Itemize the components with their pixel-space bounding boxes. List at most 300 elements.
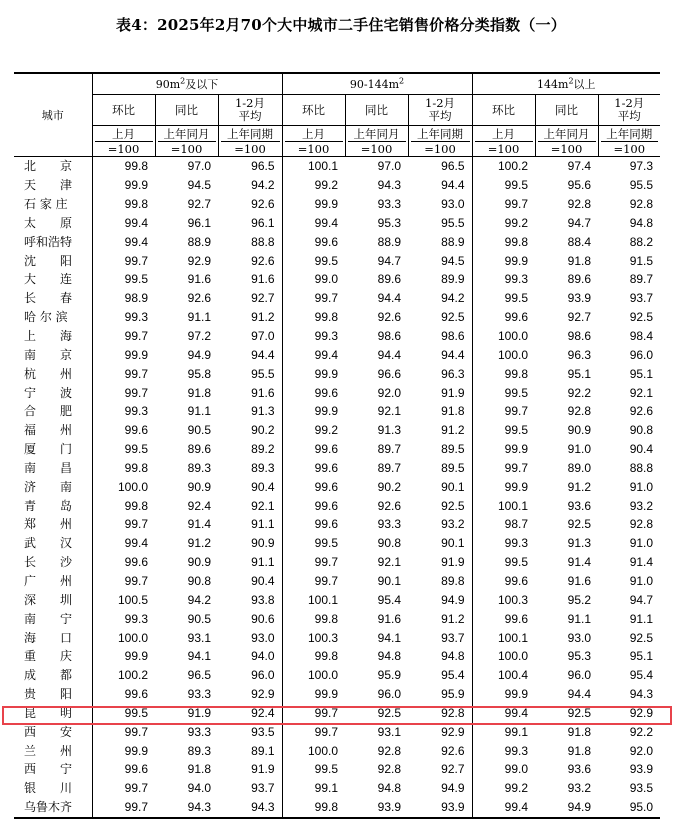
index-value: 100.5 [92, 590, 155, 609]
index-value: 94.3 [377, 178, 402, 193]
index-value: 91.1 [187, 404, 211, 419]
index-value: 99.8 [282, 308, 345, 327]
index-value: 91.6 [567, 573, 592, 588]
city-name: 合 肥 [24, 404, 73, 419]
index-value: 99.7 [92, 383, 155, 402]
sub-header: 环比 [92, 95, 155, 126]
index-value: 92.5 [441, 498, 465, 513]
index-value: 92.6 [441, 743, 465, 758]
index-value: 90.1 [441, 479, 465, 494]
city-name: 哈 尔 滨 [24, 310, 68, 325]
index-value: 92.1 [377, 555, 402, 570]
index-value: 95.5 [251, 366, 275, 381]
index-value: 91.2 [187, 536, 211, 551]
index-value: 92.9 [629, 705, 654, 720]
index-value: 94.2 [441, 291, 465, 306]
index-value: 96.6 [377, 366, 402, 381]
index-value: 99.8 [92, 195, 155, 214]
index-value: 99.9 [282, 402, 345, 421]
index-value: 99.3 [92, 609, 155, 628]
index-value: 99.9 [92, 741, 155, 760]
index-value: 98.9 [92, 289, 155, 308]
index-value: 92.2 [629, 724, 654, 739]
index-value: 97.4 [567, 159, 592, 174]
index-value: 88.8 [629, 460, 654, 475]
index-value: 92.7 [251, 291, 275, 306]
city-name: 南 昌 [24, 460, 73, 475]
index-value: 99.8 [282, 609, 345, 628]
table-row [14, 553, 660, 572]
index-value: 91.2 [567, 479, 592, 494]
index-value: 99.9 [282, 685, 345, 704]
city-name: 长 沙 [24, 555, 73, 570]
index-value: 89.1 [251, 743, 275, 758]
index-value: 93.1 [187, 630, 211, 645]
base-header: 上年同月 =100 [345, 126, 408, 157]
sub-header: 1-2月 平均 [598, 95, 660, 126]
base-header: 上月 =100 [92, 126, 155, 157]
index-value: 92.4 [187, 498, 211, 513]
index-value: 93.7 [629, 291, 654, 306]
city-name: 青 岛 [24, 498, 73, 513]
index-value: 92.7 [187, 197, 211, 212]
table-row [14, 666, 660, 685]
index-value: 91.0 [567, 442, 592, 457]
city-name: 乌鲁木齐 [24, 800, 73, 815]
index-value: 99.9 [472, 440, 535, 459]
index-value: 96.0 [567, 668, 592, 683]
index-value: 96.1 [187, 215, 211, 230]
city-name: 银 川 [24, 781, 73, 796]
index-value: 93.3 [187, 724, 211, 739]
index-value: 91.0 [629, 536, 654, 551]
index-value: 99.4 [92, 534, 155, 553]
index-value: 99.8 [472, 364, 535, 383]
index-value: 100.2 [472, 157, 535, 176]
index-value: 99.5 [282, 534, 345, 553]
index-value: 92.6 [629, 404, 654, 419]
index-value: 93.9 [629, 762, 654, 777]
index-value: 99.7 [472, 402, 535, 421]
index-value: 100.3 [472, 590, 535, 609]
index-value: 100.2 [92, 666, 155, 685]
index-value: 96.5 [251, 159, 275, 174]
index-value: 99.7 [92, 327, 155, 346]
city-name: 太 原 [24, 215, 73, 230]
table-row [14, 176, 660, 195]
index-value: 93.9 [377, 800, 402, 815]
index-value: 92.6 [377, 498, 402, 513]
index-value: 99.6 [472, 609, 535, 628]
index-value: 94.9 [187, 347, 211, 362]
city-name: 成 都 [24, 668, 73, 683]
table-row [14, 534, 660, 553]
table-row [14, 741, 660, 760]
index-value: 95.1 [629, 366, 654, 381]
city-name: 昆 明 [24, 705, 73, 720]
group-header: $144m^2$以上 [472, 73, 660, 95]
index-value: 92.9 [187, 253, 211, 268]
index-value: 99.4 [92, 232, 155, 251]
index-value: 94.4 [377, 347, 402, 362]
table-row [14, 515, 660, 534]
index-value: 99.6 [282, 477, 345, 496]
index-value: 99.8 [92, 459, 155, 478]
city-name: 郑 州 [24, 517, 73, 532]
base-header: 上年同期 =100 [598, 126, 660, 157]
index-value: 99.9 [92, 345, 155, 364]
index-value: 93.6 [567, 762, 592, 777]
index-value: 91.1 [251, 517, 275, 532]
index-value: 94.8 [377, 649, 402, 664]
index-value: 92.8 [441, 705, 465, 720]
index-value: 96.0 [251, 668, 275, 683]
index-value: 99.7 [282, 572, 345, 591]
index-value: 99.8 [282, 798, 345, 818]
index-value: 91.3 [567, 536, 592, 551]
index-value: 99.8 [282, 647, 345, 666]
city-name: 杭 州 [24, 366, 73, 381]
index-value: 89.2 [251, 442, 275, 457]
index-value: 95.1 [629, 649, 654, 664]
index-value: 95.3 [567, 649, 592, 664]
index-value: 99.4 [92, 214, 155, 233]
index-value: 90.9 [187, 555, 211, 570]
index-value: 98.4 [629, 329, 654, 344]
city-name: 深 圳 [24, 592, 73, 607]
index-value: 99.7 [472, 195, 535, 214]
index-value: 95.9 [441, 687, 465, 702]
index-value: 97.0 [251, 329, 275, 344]
index-value: 100.1 [472, 496, 535, 515]
index-value: 93.3 [377, 517, 402, 532]
index-value: 95.4 [629, 668, 654, 683]
index-value: 94.3 [629, 687, 654, 702]
index-value: 93.9 [567, 291, 592, 306]
index-value: 94.9 [567, 800, 592, 815]
city-column-header: 城市 [14, 73, 92, 157]
index-value: 98.6 [377, 329, 402, 344]
index-value: 88.9 [441, 234, 465, 249]
index-value: 99.4 [282, 214, 345, 233]
index-value: 99.3 [472, 270, 535, 289]
index-value: 100.0 [282, 666, 345, 685]
index-value: 93.0 [441, 197, 465, 212]
group-header: $90-144m^2$ [282, 73, 472, 95]
index-value: 99.1 [282, 779, 345, 798]
index-value: 94.1 [187, 649, 211, 664]
index-value: 99.1 [472, 722, 535, 741]
city-name: 兰 州 [24, 743, 73, 758]
index-value: 94.2 [187, 592, 211, 607]
index-value: 90.1 [377, 573, 402, 588]
index-value: 98.6 [567, 329, 592, 344]
index-value: 99.3 [282, 327, 345, 346]
index-value: 90.9 [567, 423, 592, 438]
index-value: 94.5 [441, 253, 465, 268]
index-value: 97.3 [629, 159, 654, 174]
index-value: 89.9 [441, 272, 465, 287]
table-row [14, 590, 660, 609]
table-row [14, 760, 660, 779]
table-row [14, 477, 660, 496]
index-value: 94.5 [187, 178, 211, 193]
index-value: 89.3 [187, 743, 211, 758]
index-value: 99.4 [282, 345, 345, 364]
city-name: 福 州 [24, 423, 73, 438]
table-row [14, 195, 660, 214]
index-value: 99.2 [282, 421, 345, 440]
index-value: 99.3 [92, 308, 155, 327]
index-value: 94.3 [251, 800, 275, 815]
table-row [14, 798, 660, 818]
index-value: 92.0 [377, 385, 402, 400]
index-value: 91.1 [251, 555, 275, 570]
index-value: 99.5 [282, 251, 345, 270]
index-value: 99.7 [92, 251, 155, 270]
index-value: 91.6 [251, 385, 275, 400]
index-value: 96.3 [441, 366, 465, 381]
index-value: 94.0 [251, 649, 275, 664]
index-value: 94.9 [441, 592, 465, 607]
index-value: 92.6 [187, 291, 211, 306]
index-value: 99.9 [472, 685, 535, 704]
city-name: 天 津 [24, 178, 73, 193]
city-name: 大 连 [24, 272, 73, 287]
index-value: 90.4 [251, 479, 275, 494]
index-value: 90.4 [251, 573, 275, 588]
index-value: 92.8 [629, 517, 654, 532]
index-value: 89.8 [441, 573, 465, 588]
index-value: 93.0 [251, 630, 275, 645]
index-value: 99.7 [92, 722, 155, 741]
index-value: 91.6 [187, 272, 211, 287]
index-value: 99.9 [472, 477, 535, 496]
index-value: 92.6 [251, 197, 275, 212]
index-value: 92.7 [567, 310, 592, 325]
table-row [14, 647, 660, 666]
index-value: 92.8 [377, 762, 402, 777]
index-value: 99.7 [282, 553, 345, 572]
index-value: 99.5 [92, 270, 155, 289]
index-value: 99.7 [92, 798, 155, 818]
index-value: 99.7 [282, 703, 345, 722]
index-value: 99.2 [472, 779, 535, 798]
index-value: 100.1 [472, 628, 535, 647]
city-name: 西 宁 [24, 762, 73, 777]
index-value: 93.2 [629, 498, 654, 513]
index-value: 91.8 [567, 724, 592, 739]
base-header: 上月 =100 [472, 126, 535, 157]
index-value: 91.3 [251, 404, 275, 419]
city-name: 海 口 [24, 630, 73, 645]
index-value: 96.3 [567, 347, 592, 362]
index-value: 99.3 [92, 402, 155, 421]
city-name: 厦 门 [24, 442, 73, 457]
index-value: 91.8 [187, 762, 211, 777]
city-name: 重 庆 [24, 649, 73, 664]
base-header: 上年同月 =100 [535, 126, 598, 157]
index-value: 99.9 [282, 364, 345, 383]
price-index-table [14, 72, 660, 819]
index-value: 99.5 [472, 176, 535, 195]
base-header: 上年同期 =100 [218, 126, 282, 157]
city-name: 南 京 [24, 347, 73, 362]
sub-header: 环比 [472, 95, 535, 126]
index-value: 95.4 [441, 668, 465, 683]
index-value: 93.8 [251, 592, 275, 607]
sub-header: 环比 [282, 95, 345, 126]
index-value: 99.5 [472, 421, 535, 440]
index-value: 99.0 [282, 270, 345, 289]
index-value: 91.0 [629, 479, 654, 494]
index-value: 91.3 [377, 423, 402, 438]
group-header: $90m^2$及以下 [92, 73, 282, 95]
index-value: 91.6 [251, 272, 275, 287]
index-value: 99.8 [92, 157, 155, 176]
index-value: 99.6 [282, 383, 345, 402]
table-row [14, 685, 660, 704]
index-value: 90.2 [377, 479, 402, 494]
table-row [14, 496, 660, 515]
index-value: 94.4 [377, 291, 402, 306]
table-row [14, 270, 660, 289]
index-value: 97.0 [187, 159, 211, 174]
table-row [14, 232, 660, 251]
index-value: 89.6 [567, 272, 592, 287]
index-value: 100.3 [282, 628, 345, 647]
index-value: 100.0 [472, 345, 535, 364]
index-value: 92.8 [629, 197, 654, 212]
index-value: 99.9 [282, 195, 345, 214]
city-name: 武 汉 [24, 536, 73, 551]
index-value: 92.5 [629, 310, 654, 325]
sub-header: 同比 [155, 95, 218, 126]
index-value: 89.7 [377, 442, 402, 457]
index-value: 92.2 [567, 385, 592, 400]
city-name: 济 南 [24, 479, 73, 494]
index-value: 95.0 [629, 800, 654, 815]
index-value: 99.8 [92, 496, 155, 515]
index-value: 99.4 [472, 703, 535, 722]
index-value: 91.4 [629, 555, 654, 570]
index-value: 90.5 [187, 611, 211, 626]
table-row [14, 364, 660, 383]
index-value: 89.5 [441, 442, 465, 457]
index-value: 99.6 [92, 421, 155, 440]
index-value: 88.9 [187, 234, 211, 249]
index-value: 89.3 [251, 460, 275, 475]
sub-header: 1-2月 平均 [408, 95, 472, 126]
city-name: 呼和浩特 [24, 234, 73, 249]
index-value: 99.5 [472, 553, 535, 572]
index-value: 92.5 [567, 705, 592, 720]
city-name: 上 海 [24, 329, 73, 344]
city-name: 西 安 [24, 724, 73, 739]
sub-header: 同比 [345, 95, 408, 126]
index-value: 96.1 [251, 215, 275, 230]
index-value: 94.4 [441, 178, 465, 193]
index-value: 89.0 [567, 460, 592, 475]
index-value: 93.7 [251, 781, 275, 796]
table-row [14, 214, 660, 233]
index-value: 99.6 [282, 459, 345, 478]
city-name: 石 家 庄 [24, 197, 68, 212]
table-row [14, 289, 660, 308]
index-value: 91.2 [441, 423, 465, 438]
index-value: 91.0 [629, 573, 654, 588]
index-value: 100.0 [472, 647, 535, 666]
index-value: 94.9 [441, 781, 465, 796]
index-value: 90.2 [251, 423, 275, 438]
index-value: 92.5 [567, 517, 592, 532]
index-value: 93.5 [251, 724, 275, 739]
index-value: 99.9 [92, 647, 155, 666]
index-value: 91.5 [629, 253, 654, 268]
index-value: 91.9 [441, 555, 465, 570]
table-row [14, 402, 660, 421]
index-value: 99.5 [282, 760, 345, 779]
index-value: 99.6 [92, 685, 155, 704]
index-value: 92.9 [441, 724, 465, 739]
index-value: 91.4 [187, 517, 211, 532]
index-value: 92.8 [377, 743, 402, 758]
index-value: 93.7 [441, 630, 465, 645]
index-value: 99.0 [472, 760, 535, 779]
index-value: 99.6 [472, 572, 535, 591]
index-value: 93.2 [441, 517, 465, 532]
index-value: 94.4 [567, 687, 592, 702]
index-value: 90.9 [187, 479, 211, 494]
index-value: 91.9 [441, 385, 465, 400]
index-value: 94.4 [441, 347, 465, 362]
index-value: 91.9 [187, 705, 211, 720]
city-name: 贵 阳 [24, 687, 73, 702]
index-value: 98.6 [441, 329, 465, 344]
index-value: 99.7 [92, 572, 155, 591]
index-value: 96.5 [441, 159, 465, 174]
index-value: 90.8 [187, 573, 211, 588]
table-row [14, 440, 660, 459]
index-value: 99.6 [282, 496, 345, 515]
index-value: 95.9 [377, 668, 402, 683]
table-row [14, 421, 660, 440]
index-value: 90.8 [629, 423, 654, 438]
index-value: 99.3 [472, 741, 535, 760]
index-value: 88.8 [251, 234, 275, 249]
index-value: 99.9 [472, 251, 535, 270]
city-name: 南 宁 [24, 611, 73, 626]
index-value: 99.2 [282, 176, 345, 195]
table-row [14, 572, 660, 591]
index-value: 91.1 [567, 611, 592, 626]
index-value: 91.8 [567, 253, 592, 268]
index-value: 100.0 [282, 741, 345, 760]
index-value: 89.6 [377, 272, 402, 287]
index-value: 94.1 [377, 630, 402, 645]
index-value: 90.5 [187, 423, 211, 438]
index-value: 94.8 [377, 781, 402, 796]
index-value: 100.1 [282, 590, 345, 609]
index-value: 88.2 [629, 234, 654, 249]
index-value: 99.7 [92, 364, 155, 383]
index-value: 89.7 [377, 460, 402, 475]
index-value: 95.5 [441, 215, 465, 230]
index-value: 99.6 [472, 308, 535, 327]
index-value: 90.8 [377, 536, 402, 551]
city-name: 长 春 [24, 291, 73, 306]
index-value: 100.0 [472, 327, 535, 346]
